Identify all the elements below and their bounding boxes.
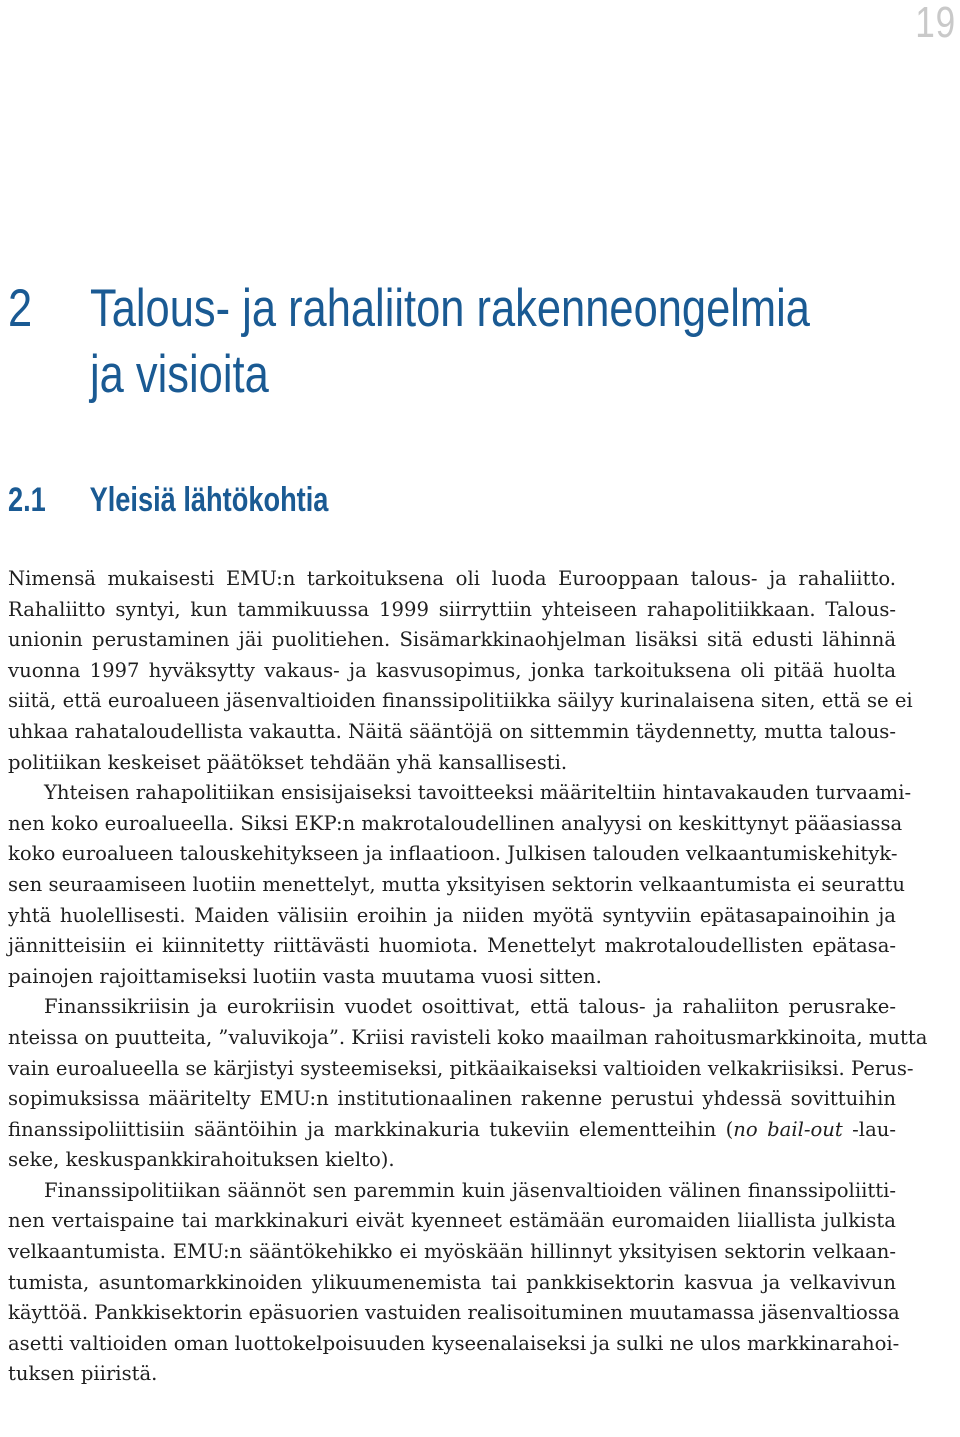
section-title-text: Yleisiä lähtökohtia	[89, 481, 329, 519]
section-title	[8, 478, 328, 522]
text-line	[8, 1115, 896, 1146]
paragraph-2	[8, 778, 912, 992]
page-number: 19	[915, 0, 956, 47]
italic-term: no bail-out	[733, 1117, 843, 1141]
text-line: vuonna 1997 hyväksytty vakaus- ja kasvusopimus, jonka tarkoituksena oli pitää huolta	[8, 658, 896, 682]
text-line: yhtä huolellisesti. Maiden välisiin eroihin ja niiden myötä syntyviin epätasapainoihin ja	[8, 903, 896, 927]
text-line: nen vertaispaine tai markkinakuri eivät kyenneet estämään euromaiden liiallista julkista	[8, 1209, 896, 1233]
text-line: velkaantumista. EMU:n sääntökehikko ei myöskään hillinnyt yksityisen sektorin velkaan-	[8, 1240, 896, 1264]
text-line: käyttöä. Pankkisektorin epäsuorien vastuiden realisoituminen muutamassa jäsenvaltiossa	[8, 1301, 900, 1325]
text-line: painojen rajoittamiseksi luotiin vasta muutama vuosi sitten.	[8, 964, 602, 988]
text-line: Yhteisen rahapolitiikan ensisijaiseksi tavoitteeksi määriteltiin hintavakauden turvaami-	[44, 781, 912, 805]
text-line: vain euroalueella se kärjistyi systeemiseksi, pitkäaikaiseksi valtioiden velkakriisiksi. Perus-	[8, 1056, 914, 1080]
chapter-title-line-2: ja visioita	[90, 345, 269, 404]
text-line-end: -lau-	[842, 1117, 896, 1141]
body-text	[8, 564, 928, 1390]
text-line: sopimuksissa määritelty EMU:n institutionaalinen rakenne perustui yhdessä sovittuihin	[8, 1087, 896, 1111]
text-line: politiikan keskeiset päätökset tehdään yhä kansallisesti.	[8, 750, 568, 774]
paragraph-4	[8, 1176, 900, 1390]
text-line: seke, keskuspankkirahoituksen kielto).	[8, 1148, 395, 1172]
chapter-title	[8, 276, 810, 408]
text-line: tumista, asuntomarkkinoiden ylikuumenemista tai pankkisektorin kasvua ja velkavivun	[8, 1270, 896, 1294]
text-line: Nimensä mukaisesti EMU:n tarkoituksena oli luoda Eurooppaan talous- ja rahaliitto.	[8, 567, 896, 590]
text-line: Finanssipolitiikan säännöt sen paremmin kuin jäsenvaltioiden välinen finanssipoliitti-	[44, 1178, 896, 1202]
section-number: 2.1	[8, 481, 46, 519]
text-line: Finanssikriisin ja eurokriisin vuodet osoittivat, että talous- ja rahaliiton perusrake-	[44, 995, 896, 1019]
text-line: sen seuraamiseen luotiin menettelyt, mutta yksityisen sektorin velkaantumista ei seurattu	[8, 872, 906, 896]
paragraph-3	[8, 992, 928, 1176]
paragraph-1	[8, 564, 913, 778]
text-line: asetti valtioiden oman luottokelpoisuuden kyseenalaiseksi ja sulki ne ulos markkinarahoi-	[8, 1331, 900, 1355]
text-line-start: finanssipoliittisiin sääntöihin ja markkinakuria tukeviin elementteihin (	[8, 1117, 734, 1141]
text-line: siitä, että euroalueen jäsenvaltioiden finanssipolitiikka säilyy kurinalaisena siten, että se ei	[8, 689, 913, 713]
text-line: jännitteisiin ei kiinnitetty riittävästi huomiota. Menettelyt makrotaloudellisten epätasa-	[8, 934, 896, 958]
text-line: nteissa on puutteita, ”valuvikoja”. Kriisi ravisteli koko maailman rahoitusmarkkinoita, mutta	[8, 1025, 928, 1049]
chapter-title-line-1: Talous- ja rahaliiton rakenneongelmia	[90, 279, 810, 338]
text-line: unionin perustaminen jäi puolitiehen. Sisämarkkinaohjelman lisäksi sitä edusti lähinnä	[8, 628, 896, 652]
text-line: nen koko euroalueella. Siksi EKP:n makrotaloudellinen analyysi on keskittynyt pääasiassa	[8, 811, 903, 835]
chapter-number: 2	[8, 279, 33, 338]
text-line: koko euroalueen talouskehitykseen ja inflaatioon. Julkisen talouden velkaantumiskehityk-	[8, 842, 898, 866]
text-line: Rahaliitto syntyi, kun tammikuussa 1999 siirryttiin yhteiseen rahapolitiikkaan. Talous-	[8, 597, 896, 621]
text-line: uhkaa rahataloudellista vakautta. Näitä sääntöjä on sittemmin täydennetty, mutta talous-	[8, 719, 896, 743]
text-line: tuksen piiristä.	[8, 1362, 158, 1386]
